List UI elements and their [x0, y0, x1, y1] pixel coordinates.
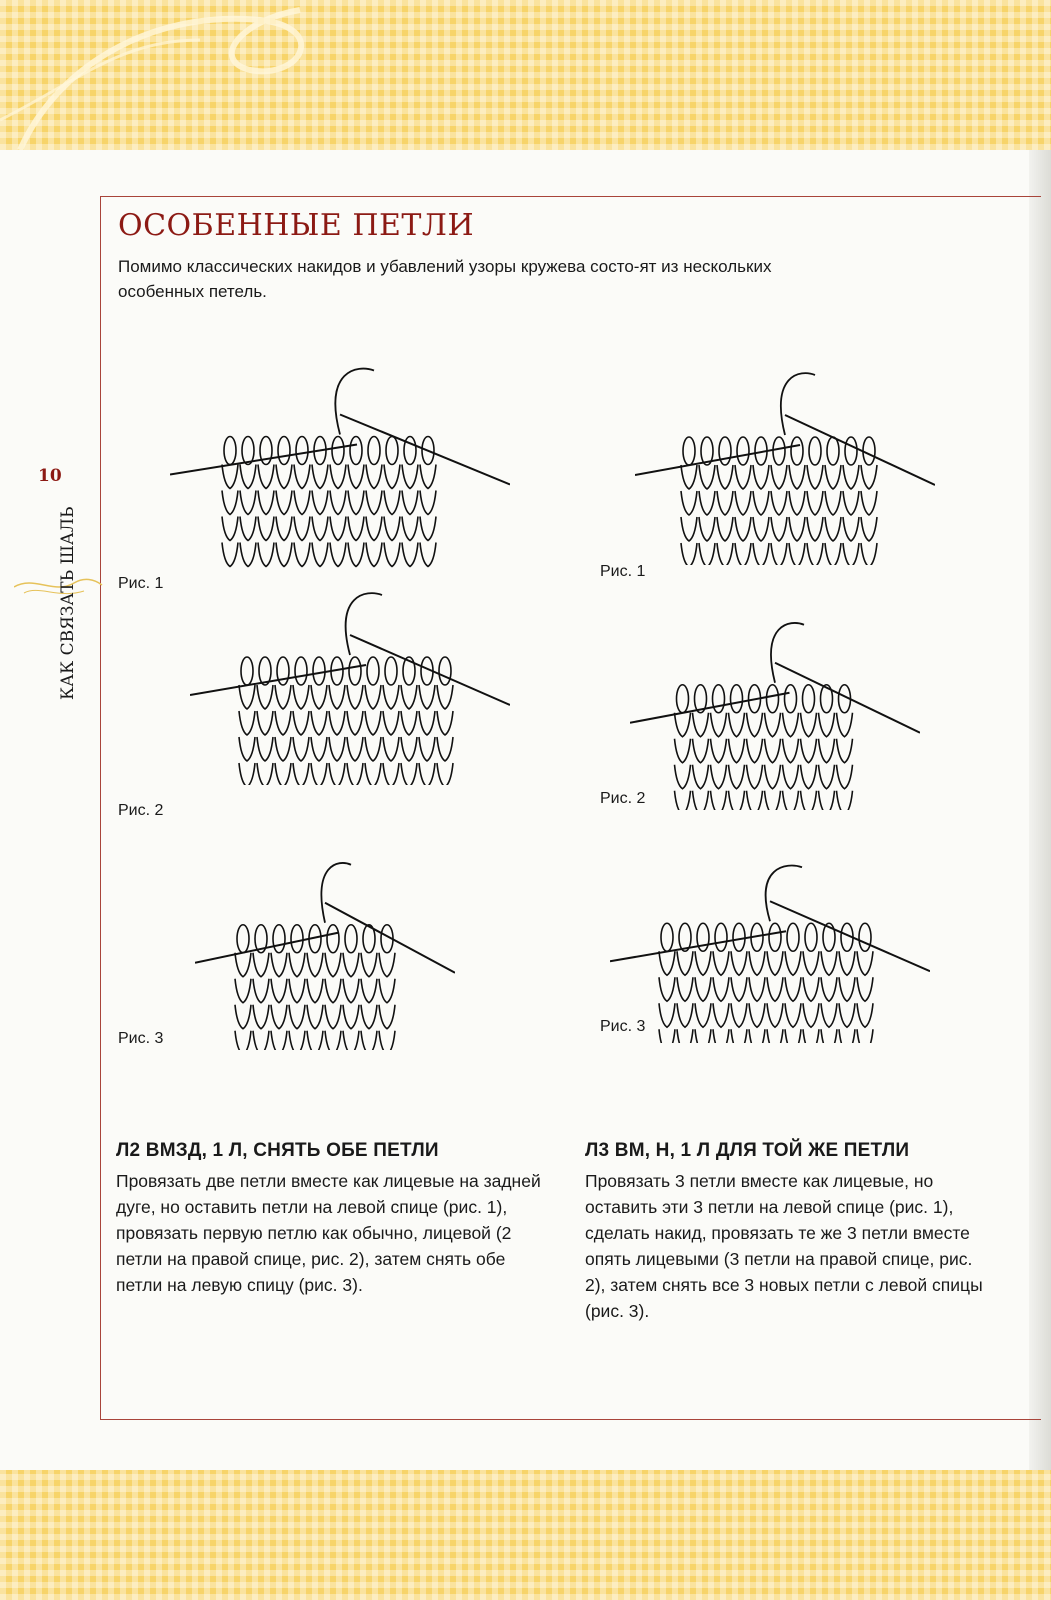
illustration-left-fig3: [195, 855, 455, 1050]
caption-right-fig3: Рис. 3: [600, 1018, 646, 1035]
swirl-ornament: [0, 0, 420, 150]
caption-left-fig1: Рис. 1: [118, 575, 164, 592]
page-number: 10: [38, 466, 62, 486]
caption-right-fig1: Рис. 1: [600, 563, 646, 580]
section-heading: Л2 ВМЗД, 1 Л, СНЯТЬ ОБЕ ПЕТЛИ: [116, 1140, 439, 1161]
section-heading: Л3 ВМ, Н, 1 Л ДЛЯ ТОЙ ЖЕ ПЕТЛИ: [585, 1140, 910, 1161]
caption-left-fig2: Рис. 2: [118, 802, 164, 819]
caption-right-fig2: Рис. 2: [600, 790, 646, 807]
illustration-left-fig1: [170, 360, 510, 570]
decorative-top-band: [0, 0, 1051, 150]
decorative-bottom-band: [0, 1470, 1051, 1600]
page-title: ОСОБЕННЫЕ ПЕТЛИ: [118, 208, 475, 243]
section-right: [585, 1140, 985, 1324]
running-head: КАК СВЯЗАТЬ ШАЛЬ: [58, 506, 78, 700]
section-text: Провязать две петли вместе как лицевые на задней дуге, но оставить петли на левой спице (рис. 1), провязать первую петлю как обычно, лицевой (2 петли на правой спице, рис. 2), затем снять обе петли на левую спицу (рис. 3).: [116, 1171, 541, 1295]
section-left: [116, 1140, 556, 1298]
section-text: Провязать 3 петли вместе как лицевые, но оставить эти 3 петли на левой спице (рис. 1), сделать накид, провязать те же 3 петли вместе опять лицевыми (3 петли на правой спице, рис. 2), затем снять все 3 новых петли с левой спицы (рис. 3).: [585, 1171, 983, 1321]
illustration-right-fig2: [630, 615, 920, 810]
illustration-left-fig2: [190, 585, 510, 785]
illustration-right-fig1: [635, 365, 935, 565]
caption-left-fig3: Рис. 3: [118, 1030, 164, 1047]
intro-text: Помимо классических накидов и убавлений узоры кружева состо-ят из нескольких особенных петель.: [118, 257, 772, 301]
illustration-right-fig3: [610, 858, 930, 1043]
